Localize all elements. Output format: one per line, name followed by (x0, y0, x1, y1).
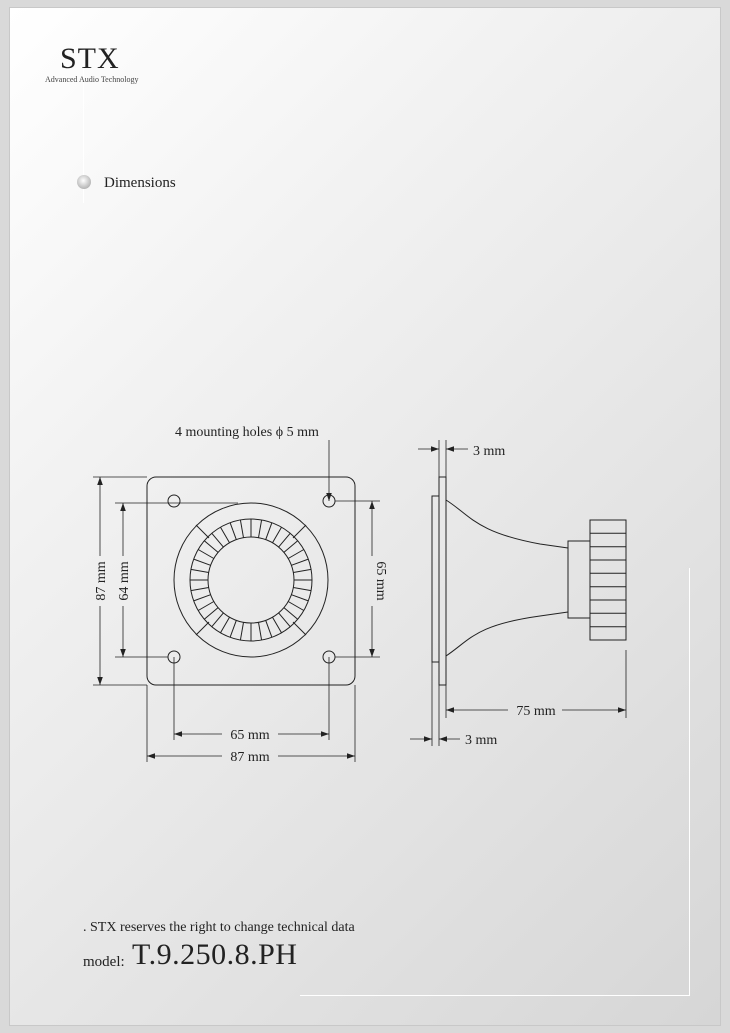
side-view-dimensions (410, 440, 626, 746)
fin-line (288, 550, 304, 559)
horn-profile-bottom (446, 612, 568, 656)
brand-tagline: Advanced Audio Technology (45, 75, 139, 84)
ring-cut-tl (196, 525, 209, 538)
horn-profile-top (446, 500, 568, 548)
fin-line (221, 527, 230, 543)
fin-line (279, 613, 291, 627)
front-view-dimensions (93, 440, 380, 762)
side-flange-front (439, 477, 446, 685)
fin-line (293, 588, 311, 591)
fin-line (284, 541, 298, 553)
fin-line (198, 550, 214, 559)
fin-line (273, 617, 282, 633)
fin-line (273, 527, 282, 543)
model-number: T.9.250.8.PH (132, 938, 298, 971)
brand-logo: STX (60, 42, 120, 75)
fin-line (259, 622, 262, 640)
fin-line (279, 533, 291, 547)
driver-fins (590, 533, 626, 626)
label-width-outer: 87 mm (230, 750, 270, 765)
fin-line (284, 608, 298, 620)
label-depth: 75 mm (516, 704, 556, 719)
fin-line (204, 608, 218, 620)
model-label: model: (83, 954, 125, 970)
label-height-inner: 64 mm (117, 561, 132, 601)
fin-line (288, 602, 304, 611)
fin-line (212, 613, 224, 627)
fin-line (221, 617, 230, 633)
label-height-holes: 65 mm (373, 561, 388, 601)
front-view (147, 477, 355, 685)
side-view-labels (465, 444, 556, 748)
fin-line (204, 541, 218, 553)
fin-line (266, 620, 272, 637)
driver-body (590, 520, 626, 640)
mounting-hole-top-left (168, 495, 180, 507)
fin-line (194, 595, 211, 601)
fin-line (191, 588, 209, 591)
label-holes: 4 mounting holes ϕ 5 mm (175, 425, 319, 440)
fin-line (293, 569, 311, 572)
ring-cut-br (293, 622, 306, 635)
disclaimer-text: . STX reserves the right to change technical data (83, 920, 355, 935)
fin-line (266, 523, 272, 540)
fin-line (194, 559, 211, 565)
front-view-labels (94, 425, 388, 765)
fin-line (230, 620, 236, 637)
fin-line (240, 622, 243, 640)
ring-cut-bl (196, 622, 209, 635)
fin-ring-inner (208, 537, 294, 623)
fin-line (291, 559, 308, 565)
fin-line (198, 602, 214, 611)
fin-line (230, 523, 236, 540)
label-bottom-thickness: 3 mm (465, 733, 498, 748)
side-flange-back (432, 496, 439, 662)
side-view (432, 477, 626, 685)
fin-line (191, 569, 209, 572)
label-width-holes: 65 mm (230, 728, 270, 743)
label-top-thickness: 3 mm (473, 444, 506, 459)
label-height-outer: 87 mm (94, 561, 109, 601)
ring-cut-tr (293, 525, 306, 538)
fin-line (212, 533, 224, 547)
fin-line (259, 520, 262, 538)
driver-neck (568, 541, 590, 618)
section-title: Dimensions (104, 175, 176, 191)
fin-line (240, 520, 243, 538)
fin-line (291, 595, 308, 601)
